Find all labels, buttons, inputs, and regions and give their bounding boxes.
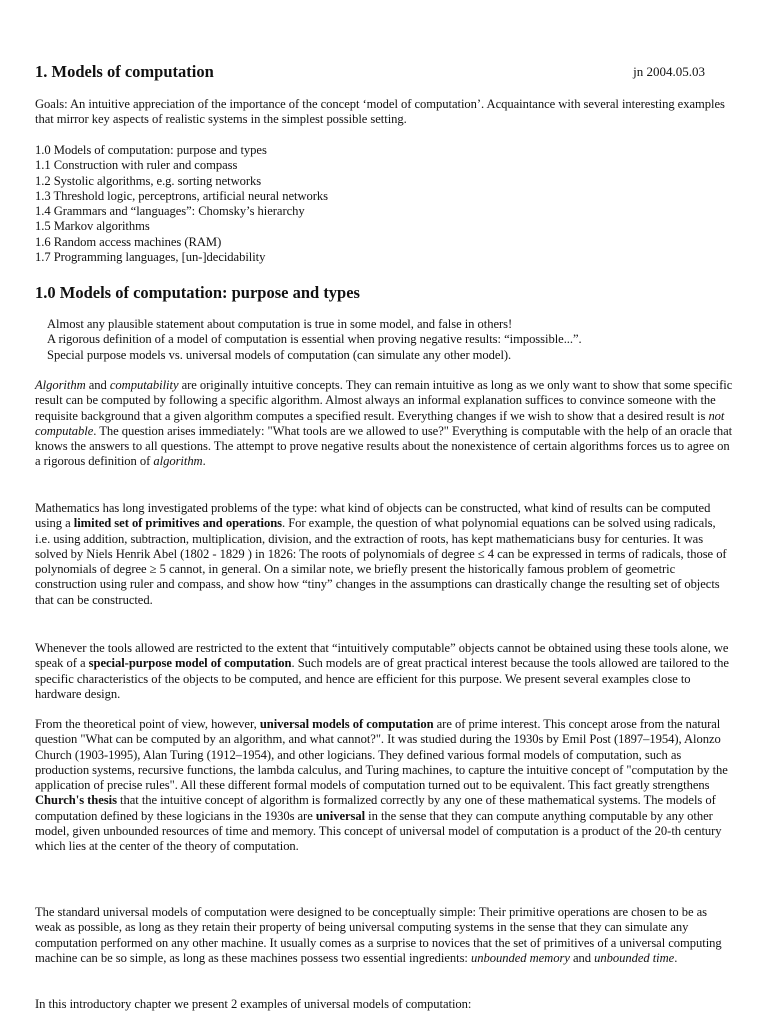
body-paragraph [35,378,733,470]
text-run: . Such models are of great practical interest because the tools allowed are tailored to the specific characteristics of the objects to be computed, and hence are efficient for this purpose. We present several examples close to hardware design. [35,656,729,701]
body-paragraph [35,717,733,855]
toc-item: 1.6 Random access machines (RAM) [35,234,222,249]
document-date: jn 2004.05.03 [633,64,705,79]
toc-item: 1.7 Programming languages, [un-]decidability [35,250,266,265]
bold-text: limited set of primitives and operations [73,516,283,531]
text-run: are of prime interest. This concept arose from the natural question "What can be computed by an algorithm, and what cannot?". It was studied during the 1930s by Emil Post (1897–1954), Alonzo Church (1903-1995), Alan Turing (1912–1954), and other logicians. They defined various formal models of computation, such as production systems, recursive functions, the lambda calculus, and Turing machines, to capture the intuitive concept of "computation by the application of precise rules". All these different formal models of computation turned out to be equivalent. This fact greatly strengthens [35,717,728,793]
toc-item: 1.4 Grammars and “languages”: Chomsky’s hierarchy [35,204,305,219]
italic-text: Algorithm [35,378,86,392]
body-paragraph [35,501,733,608]
text-run: . The question arises immediately: "What tools are we allowed to use?" Everything is computable with the help of an oracle that knows the answers to all questions. The attempt to prove negative results about the nonexistence of certain algorithms forces us to agree on a rigorous definition of [35,423,733,469]
goals-paragraph: Goals: An intuitive appreciation of the importance of the concept ‘model of computation’. Acquaintance with several interesting examples that mirror key aspects of realistic systems in the simplest possible setting. [35,97,725,127]
text-run: Whenever the tools allowed are restricted to the extent that “intuitively computable” objects cannot be obtained using these tools alone, we speak of a [35,641,729,671]
italic-text: algorithm [153,454,203,469]
table-of-contents [35,143,733,265]
toc-item: 1.3 Threshold logic, perceptrons, artificial neural networks [35,188,328,203]
intro-line: A rigorous definition of a model of computation is essential when proving negative results: “impossible...”. [47,332,582,347]
intro-line: Special purpose models vs. universal models of computation (can simulate any other model). [47,347,512,362]
body-paragraph [35,641,733,702]
text-run: and [569,950,595,965]
text-run: . [674,950,678,965]
text-run: . For example, the question of what polynomial equations can be solved using radicals, i.e. using addition, subtraction, multiplication, division, and the extraction of roots, has kept mathematicians busy for centuries. It was solved by Niels Henrik Abel (1802 - 1829 ) in 1826: The roots of polynomials of degree ≤ 4 can be expressed in terms of radicals, those of polynomials of degree ≥ 5 cannot, in general. On a similar note, we briefly present the historically famous problem of geometric construction using ruler and compass, and show how “tiny” changes in the assumptions can drastically change the resulting set of objects that can be constructed. [35,516,727,607]
bold-text: special-purpose model of computation [88,656,292,671]
text-run: and [85,378,110,392]
toc-item: 1.1 Construction with ruler and compass [35,158,238,173]
body-paragraph [35,905,733,966]
text-run: in the sense that they can compute anything computable by any other model, given unbounded resources of time and memory. This concept of universal model of computation is a product of the 20-th century which lies at the center of the theory of computation. [35,808,722,854]
text-run: The standard universal models of computation were designed to be conceptually simple: Their primitive operations are chosen to be as weak as possible, as long as they retain their property of being universal computing systems in the sense that they can simulate any computation performed on any other machine. It usually comes as a surprise to novices that the set of primitives of a universal computing machine can be so simple, as long as these machines possess two essential ingredients: [35,905,722,965]
bold-text: universal models of computation [259,717,434,731]
section-heading: 1.0 Models of computation: purpose and types [35,283,360,302]
text-run: In this introductory chapter we present 2 examples of universal models of computation: [35,997,472,1011]
toc-item: 1.2 Systolic algorithms, e.g. sorting networks [35,173,262,188]
section-intro [47,317,733,363]
italic-text: unbounded memory [470,950,570,965]
bold-text: universal [315,808,366,823]
intro-line: Almost any plausible statement about computation is true in some model, and false in others! [47,317,513,331]
text-run: . [202,454,206,469]
toc-item: 1.5 Markov algorithms [35,219,150,234]
body-paragraph [35,997,733,1012]
italic-text: unbounded time [594,950,675,965]
text-run: From the theoretical point of view, however, [35,717,260,731]
text-run: Mathematics has long investigated problems of the type: what kind of objects can be constructed, what kind of results can be computed using a [35,501,711,531]
italic-text: computability [109,378,179,392]
page-title: 1. Models of computation [35,62,214,81]
text-run: are originally intuitive concepts. They can remain intuitive as long as we only want to show that some specific result can be computed by following a specific algorithm. Almost always an informal explanation suffices to convince someone with the requisite background that a given algorithm computes a specified result. Everything changes if we wish to show that a desired result is [35,378,733,423]
text-run: that the intuitive concept of algorithm is formalized correctly by any one of these mathematical systems. The models of computation defined by these logicians in the 1930s are [35,793,716,823]
toc-item: 1.0 Models of computation: purpose and types [35,143,267,157]
italic-text: not computable [35,408,725,438]
bold-text: Church's thesis [35,793,117,808]
